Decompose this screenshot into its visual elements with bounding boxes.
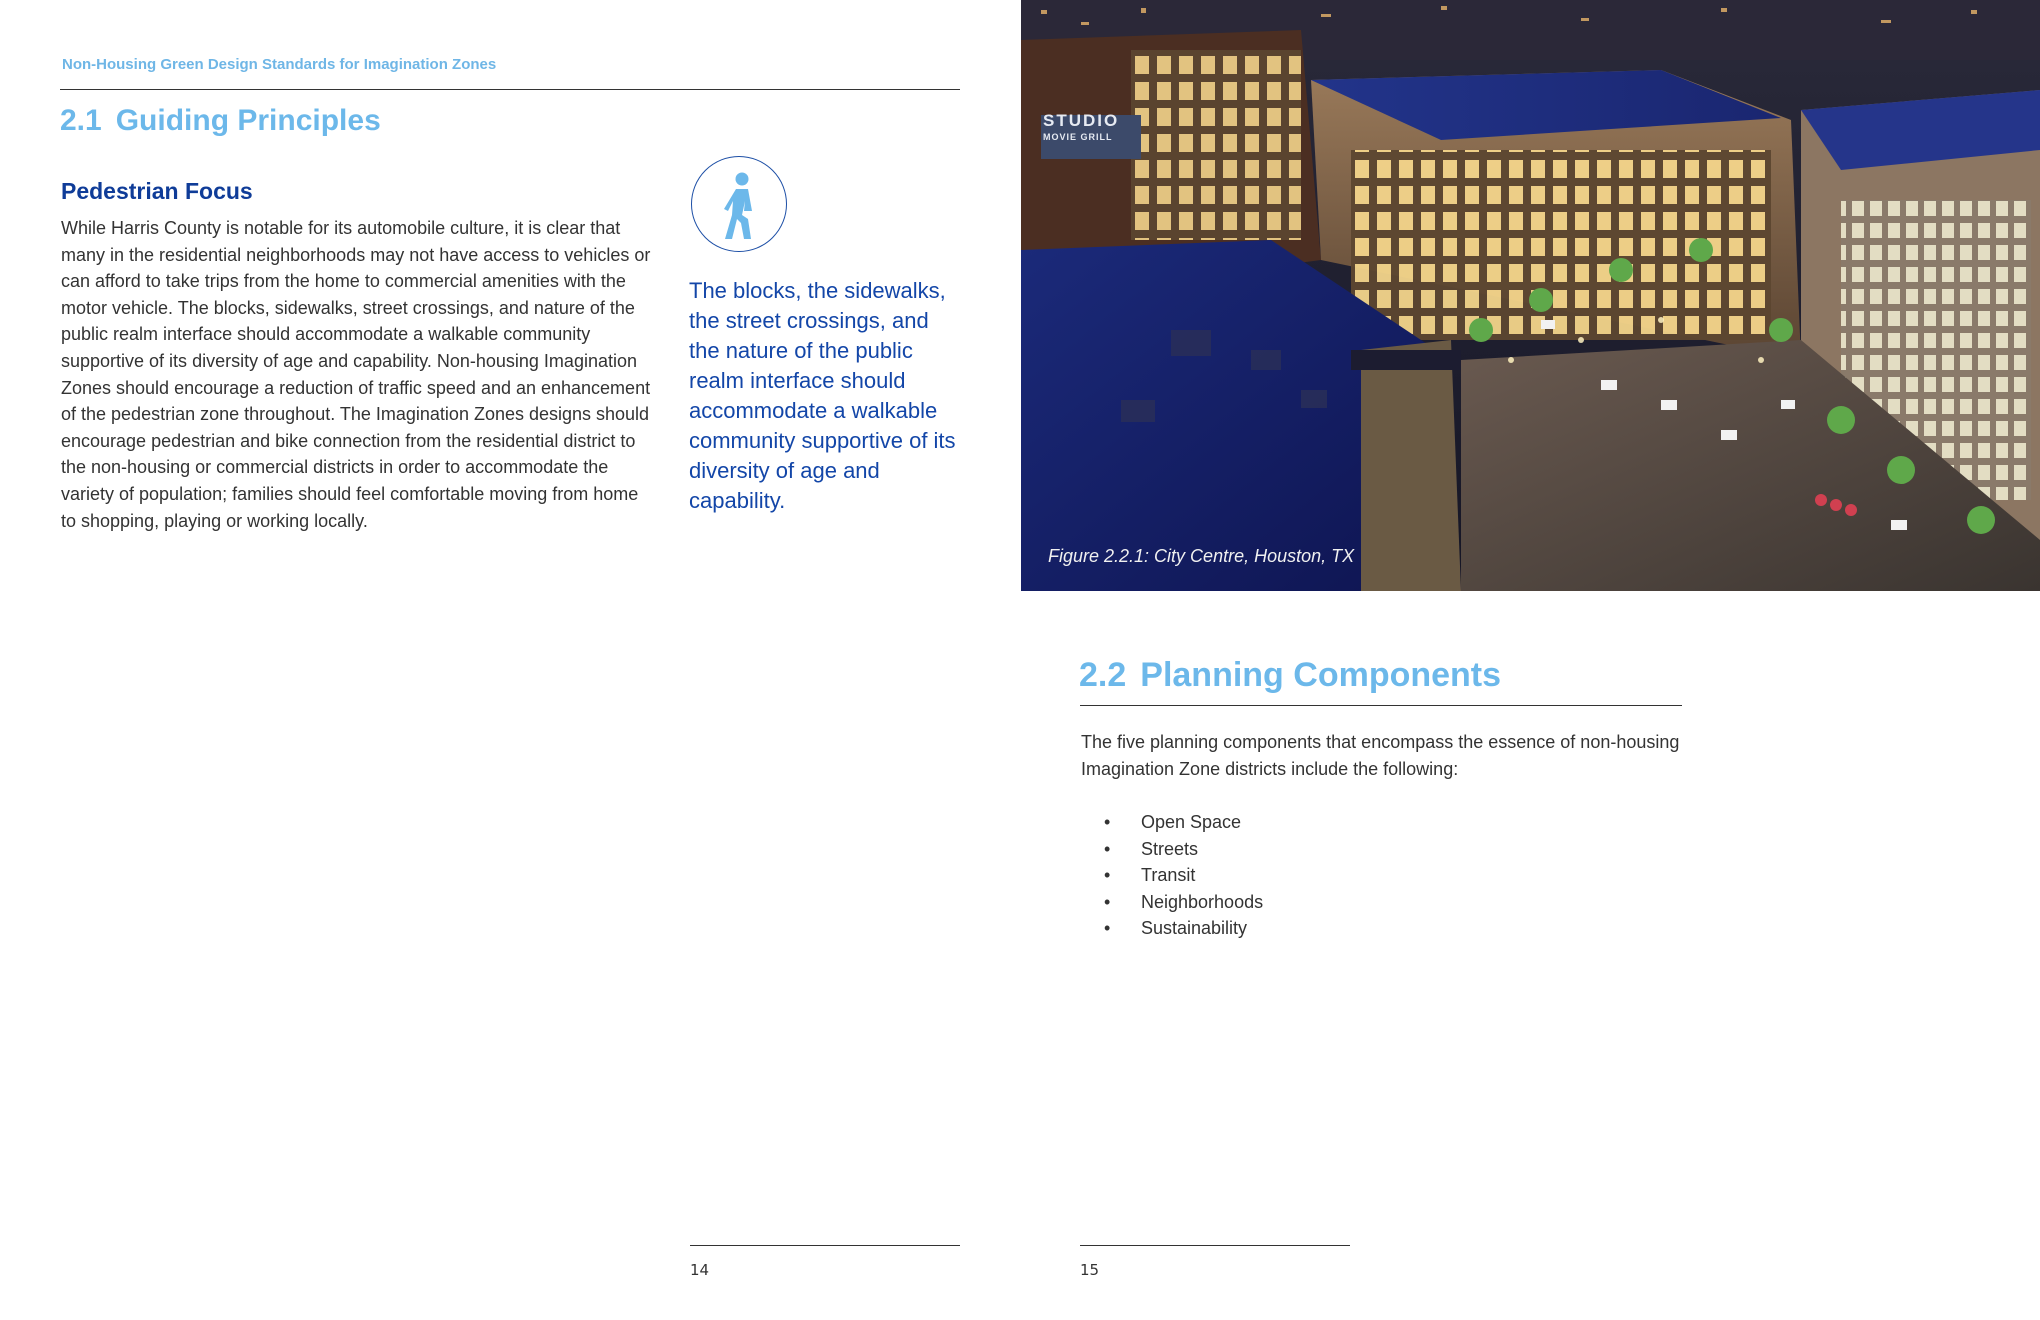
- section-title-guiding-principles: [60, 104, 381, 138]
- section-title-planning-components: [1079, 656, 1501, 695]
- studio-sign-line2: MOVIE GRILL: [1043, 132, 1113, 142]
- page-number-15: 15: [1080, 1261, 1100, 1279]
- subheading-pedestrian-focus: Pedestrian Focus: [61, 178, 253, 204]
- list-item: [1098, 836, 1263, 863]
- bullet: •: [1104, 891, 1111, 912]
- list-item: [1098, 915, 1263, 942]
- bullet: •: [1104, 918, 1111, 939]
- component-label: Sustainability: [1141, 918, 1248, 939]
- pull-quote: The blocks, the sidewalks, the street crossings, and the nature of the public realm interface should accommodate a walkable community supportive of its diversity of age and capability.: [689, 278, 956, 513]
- section-title-text: Guiding Principles: [115, 104, 381, 137]
- section-number: 2.2: [1079, 656, 1127, 694]
- studio-sign: [1043, 113, 1119, 145]
- bullet: •: [1104, 812, 1111, 832]
- list-item: [1098, 809, 1263, 836]
- component-label: Transit: [1141, 865, 1196, 886]
- component-label: Streets: [1141, 838, 1199, 859]
- bullet: •: [1104, 865, 1111, 886]
- header-rule: [60, 89, 960, 90]
- city-centre-photo: [1021, 0, 2040, 591]
- studio-sign-line1: STUDIO: [1043, 111, 1120, 130]
- bullet: •: [1104, 838, 1111, 859]
- section-title-text: Planning Components: [1140, 656, 1502, 694]
- running-header: Non-Housing Green Design Standards for Imagination Zones: [62, 56, 497, 73]
- planning-components-list: [1098, 809, 1263, 942]
- footer-rule-left: [690, 1245, 960, 1246]
- section-number: 2.1: [60, 104, 102, 137]
- list-item: [1098, 862, 1263, 889]
- list-item: [1098, 889, 1263, 916]
- figure-caption: Figure 2.2.1: City Centre, Houston, TX: [1048, 546, 1355, 566]
- section-rule: [1080, 705, 1682, 706]
- body-paragraph: While Harris County is notable for its automobile culture, it is clear that many in the residential neighborhoods may not have access to vehicles or can afford to take trips from the home to commercial amenities with the motor vehicle. The blocks, sidewalks, street crossings, and nature of the public realm interface should accommodate a walkable community supportive of its diversity of age and capability. Non-housing Imagination Zones should encourage a reduction of traffic speed and an enhancement of the pedestrian zone throughout. The Imagination Zones designs should encourage pedestrian and bike connection from the residential district to the non-housing or commercial districts in order to accommodate the variety of population; families should feel comfortable moving from home to shopping, playing or working locally.: [61, 218, 651, 531]
- planning-intro: The five planning components that encompass the essence of non-housing Imagination Zone districts include the following:: [1081, 732, 1680, 779]
- pedestrian-icon: [691, 156, 787, 252]
- component-label: Neighborhoods: [1141, 891, 1264, 912]
- footer-rule-right: [1080, 1245, 1350, 1246]
- component-label: Open Space: [1141, 812, 1242, 832]
- page-number-14: 14: [690, 1261, 710, 1279]
